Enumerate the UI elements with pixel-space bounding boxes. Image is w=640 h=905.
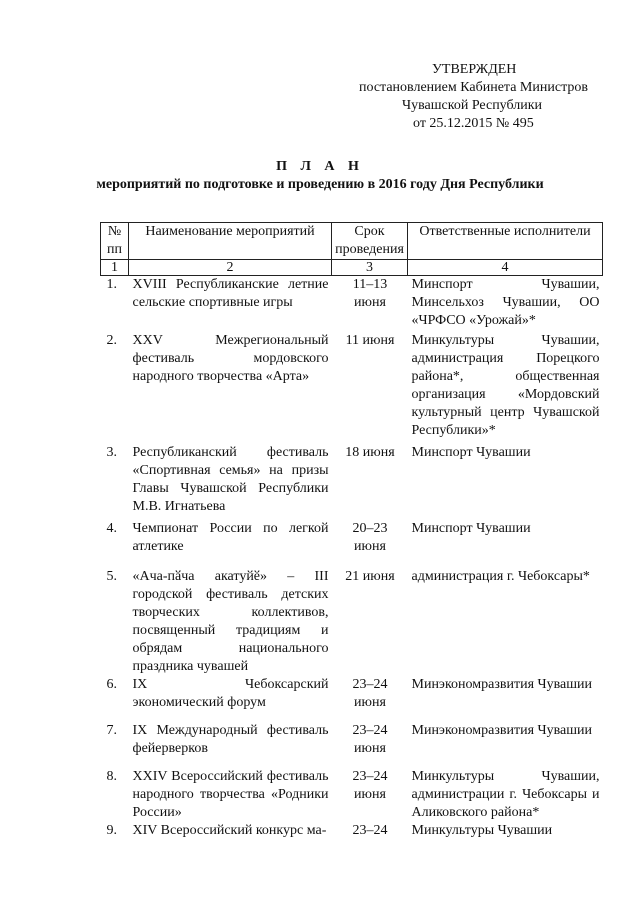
row-number: 3. xyxy=(106,445,117,460)
column-number-row xyxy=(101,260,603,276)
table-row xyxy=(101,768,603,822)
event-responsible: Минспорт Чувашии xyxy=(411,521,531,536)
approval-date-number: от 25.12.2015 № 495 xyxy=(413,116,534,131)
column-number: 4 xyxy=(408,260,603,276)
table-row xyxy=(101,822,603,844)
event-name: IX Чебоксарский экономический форум xyxy=(132,677,329,710)
approval-resolution: постановлением Кабинета Министров xyxy=(359,80,588,95)
column-number: 1 xyxy=(101,260,129,276)
event-responsible: Минэкономразвития Чувашии xyxy=(411,677,593,692)
event-responsible: администрация г. Чебоксары* xyxy=(411,569,590,584)
event-name: XXIV Всероссийский фестиваль народного творчества «Родники России» xyxy=(132,769,329,820)
table-row xyxy=(101,520,603,568)
table-row xyxy=(101,444,603,520)
event-responsible: Минэкономразвития Чувашии xyxy=(411,723,593,738)
row-number: 7. xyxy=(106,723,117,738)
table-row xyxy=(101,276,603,333)
row-number: 6. xyxy=(106,677,117,692)
event-date: 21 июня xyxy=(345,569,395,584)
header-event-name: Наименование мероприятий xyxy=(129,223,332,260)
event-date: 23–24 xyxy=(352,823,388,838)
event-responsible: Минспорт Чувашии xyxy=(411,445,531,460)
row-number: 4. xyxy=(106,521,117,536)
row-number: 2. xyxy=(106,333,117,348)
events-table xyxy=(100,222,603,844)
event-name: IX Международный фестиваль фейерверков xyxy=(132,723,329,756)
column-number: 3 xyxy=(332,260,408,276)
event-name: «Ача-пӑча акатуйӗ» – III городской фестиваль детских творческих коллективов, посвященный традициям и обрядам национального праздника чувашей xyxy=(132,569,329,674)
event-responsible: Минспорт Чувашии, Минсельхоз Чувашии, ОО «ЧРФСО «Урожай»* xyxy=(411,277,600,328)
plan-subtitle: мероприятий по подготовке и проведению в 2016 году Дня Республики xyxy=(96,177,544,192)
header-responsible: Ответственные исполнители xyxy=(408,223,603,260)
event-date: 23–24 июня xyxy=(352,769,388,802)
header-number: № пп xyxy=(101,223,129,260)
approval-block xyxy=(330,61,620,133)
plan-title: П Л А Н xyxy=(276,159,364,174)
event-name: XVIII Республиканские летние сельские спортивные игры xyxy=(132,277,329,310)
event-name: XXV Межрегиональный фестиваль мордовского народного творчества «Арта» xyxy=(132,333,329,384)
approval-heading: УТВЕРЖДЕН xyxy=(432,62,517,77)
event-responsible: Минкультуры Чувашии, администрации г. Чебоксары и Аликовского района* xyxy=(411,769,600,820)
event-responsible: Минкультуры Чувашии, администрация Порецкого района*, общественная организация «Мордовский культурный центр Чувашской Республики»* xyxy=(411,333,600,438)
approval-republic: Чувашской Республики xyxy=(402,98,543,113)
header-date: Срок проведения xyxy=(332,223,408,260)
event-responsible: Минкультуры Чувашии xyxy=(411,823,553,838)
event-date: 18 июня xyxy=(345,445,395,460)
table-row xyxy=(101,722,603,768)
table-row xyxy=(101,676,603,722)
column-number: 2 xyxy=(129,260,332,276)
event-name: Чемпионат России по легкой атлетике xyxy=(132,521,329,554)
row-number: 1. xyxy=(106,277,117,292)
table-header-row xyxy=(101,223,603,260)
row-number: 5. xyxy=(106,569,117,584)
event-name: Республиканский фестиваль «Спортивная семья» на призы Главы Чувашской Республики М.В. Игнатьева xyxy=(132,445,329,514)
event-date: 11–13 июня xyxy=(352,277,388,310)
event-date: 23–24 июня xyxy=(352,677,388,710)
table-row xyxy=(101,568,603,676)
event-date: 11 июня xyxy=(345,333,395,348)
table-row xyxy=(101,332,603,444)
event-name: XIV Всероссийский конкурс ма- xyxy=(132,823,327,838)
row-number: 9. xyxy=(106,823,117,838)
row-number: 8. xyxy=(106,769,117,784)
event-date: 23–24 июня xyxy=(352,723,388,756)
event-date: 20–23 июня xyxy=(352,521,388,554)
